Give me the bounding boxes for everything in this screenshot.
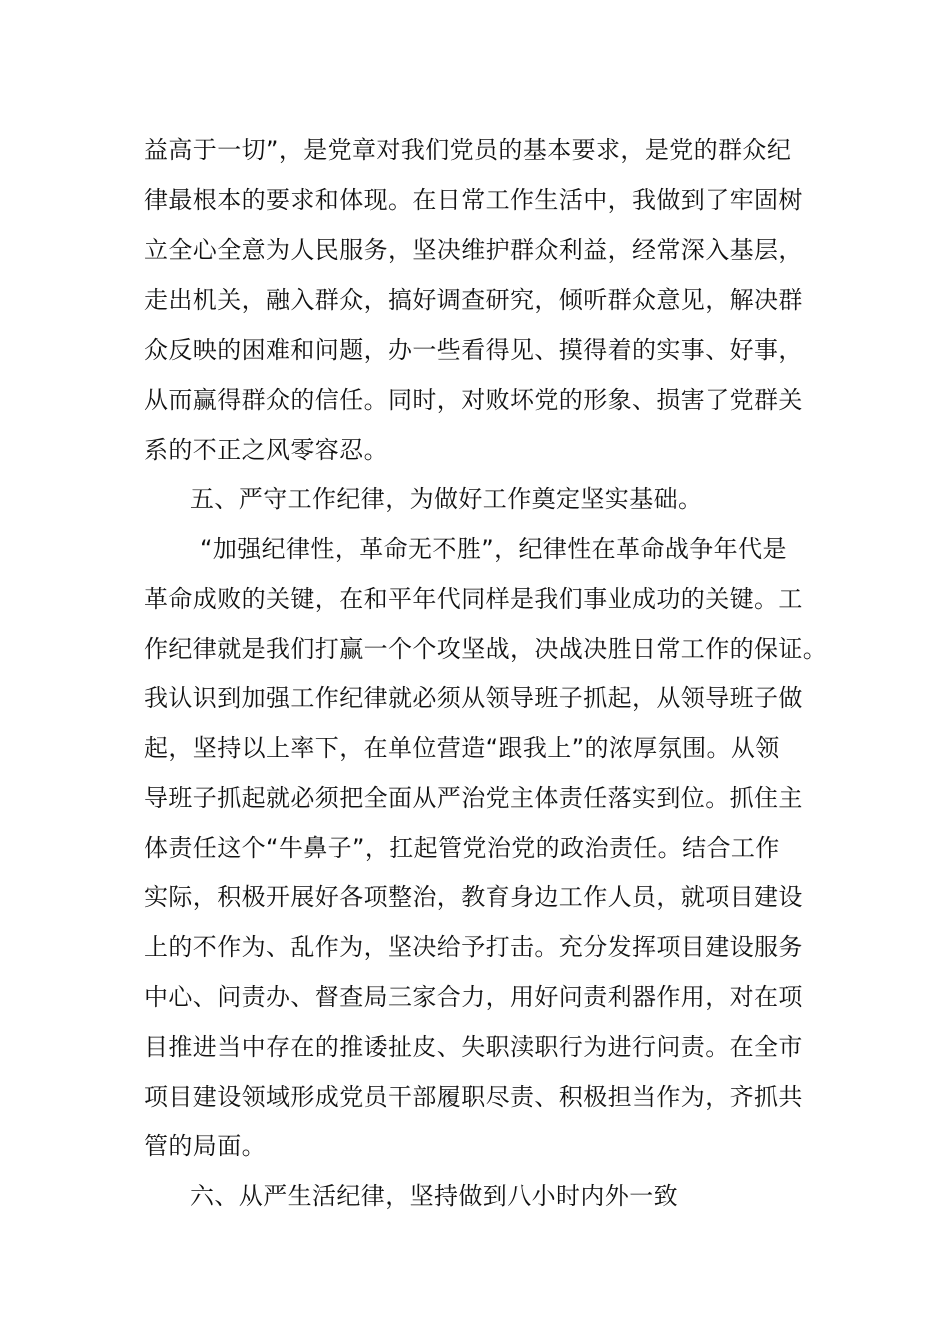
text-line: 上的不作为、乱作为，坚决给予打击。充分发挥项目建设服务 — [144, 933, 803, 961]
paragraph-first-line: “加强纪律性，革命无不胜”，纪律性在革命战争年代是 — [200, 535, 787, 563]
section-heading-5: 五、严守工作纪律，为做好工作奠定坚实基础。 — [190, 485, 703, 513]
text-line: 项目建设领域形成党员干部履职尽责、积极担当作为，齐抓共 — [144, 1083, 803, 1111]
text-line: 走出机关，融入群众，搞好调查研究，倾听群众意见，解决群 — [144, 286, 803, 314]
text-line: 我认识到加强工作纪律就必须从领导班子抓起，从领导班子做 — [144, 684, 803, 712]
text-line: 导班子抓起就必须把全面从严治党主体责任落实到位。抓住主 — [144, 784, 803, 812]
text-line: 律最根本的要求和体现。在日常工作生活中，我做到了牢固树 — [144, 186, 803, 214]
section-heading-6: 六、从严生活纪律，坚持做到八小时内外一致 — [190, 1182, 678, 1210]
text-line: 益高于一切”，是党章对我们党员的基本要求，是党的群众纪 — [144, 136, 792, 164]
text-line: 目推进当中存在的推诿扯皮、失职渎职行为进行问责。在全市 — [144, 1033, 803, 1061]
text-line: 体责任这个“牛鼻子”，扛起管党治党的政治责任。结合工作 — [144, 834, 780, 862]
text-line: 革命成败的关键，在和平年代同样是我们事业成功的关键。工 — [144, 585, 803, 613]
text-line: 众反映的困难和问题，办一些看得见、摸得着的实事、好事， — [144, 336, 803, 364]
text-line: 实际，积极开展好各项整治，教育身边工作人员，就项目建设 — [144, 883, 803, 911]
text-line: 从而赢得群众的信任。同时，对败坏党的形象、损害了党群关 — [144, 386, 803, 414]
text-line: 立全心全意为人民服务，坚决维护群众利益，经常深入基层， — [144, 236, 803, 264]
text-line: 系的不正之风零容忍。 — [144, 436, 388, 464]
text-line: 起，坚持以上率下，在单位营造“跟我上”的浓厚氛围。从领 — [144, 734, 780, 762]
text-line: 中心、问责办、督查局三家合力，用好问责利器作用，对在项 — [144, 983, 803, 1011]
text-line: 作纪律就是我们打赢一个个攻坚战，决战决胜日常工作的保证。 — [144, 635, 828, 663]
text-line: 管的局面。 — [144, 1132, 266, 1160]
